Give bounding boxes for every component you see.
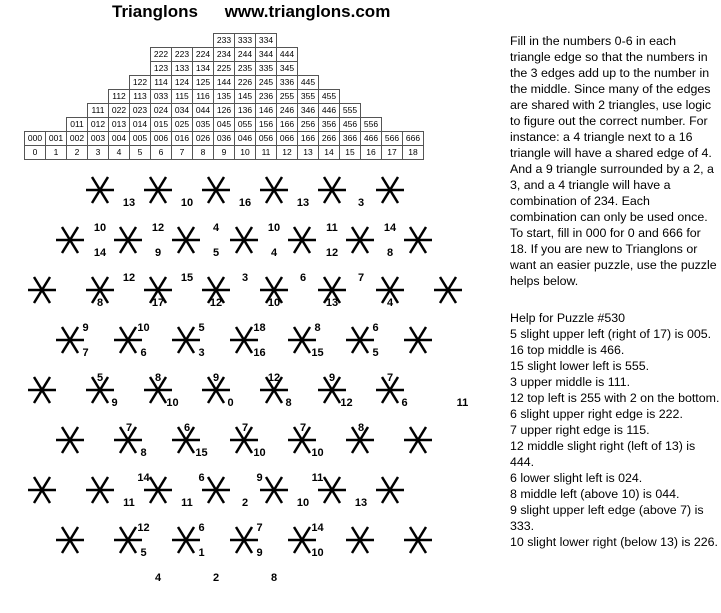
triangle-clue[interactable]: 5 xyxy=(96,372,104,384)
combo-empty xyxy=(67,48,88,62)
triangle-clue[interactable]: 10 xyxy=(180,197,194,209)
triangle-clue[interactable]: 12 xyxy=(325,247,339,259)
combo-empty xyxy=(46,48,67,62)
combo-row xyxy=(25,104,424,118)
triangle-clue[interactable]: 4 xyxy=(212,222,220,234)
help-panel xyxy=(510,310,720,550)
combo-cell: 112 xyxy=(109,90,130,104)
triangle-clue[interactable]: 9 xyxy=(212,372,220,384)
combo-empty xyxy=(403,118,424,132)
combo-cell: 126 xyxy=(214,104,235,118)
combo-cell: 455 xyxy=(319,90,340,104)
combo-empty xyxy=(277,34,298,48)
combo-cell: 014 xyxy=(130,118,151,132)
combo-cell: 2 xyxy=(67,146,88,160)
triangle-clue[interactable]: 5 xyxy=(212,247,220,259)
combo-cell: 225 xyxy=(214,62,235,76)
triangle-clue[interactable]: 2 xyxy=(241,497,249,509)
combo-cell: 224 xyxy=(193,48,214,62)
triangle-clue[interactable]: 8 xyxy=(96,297,104,309)
combo-empty xyxy=(298,34,319,48)
triangle-clue[interactable]: 12 xyxy=(122,272,136,284)
triangle-clue[interactable]: 11 xyxy=(123,497,135,509)
combo-empty xyxy=(403,90,424,104)
combo-empty xyxy=(340,48,361,62)
combo-empty xyxy=(403,48,424,62)
combo-cell: 004 xyxy=(109,132,130,146)
combo-cell: 345 xyxy=(277,62,298,76)
help-line: 3 upper middle is 111. xyxy=(510,375,631,389)
combo-cell: 555 xyxy=(340,104,361,118)
triangle-clue[interactable]: 18 xyxy=(253,322,266,334)
combo-cell: 366 xyxy=(340,132,361,146)
triangle-clue[interactable]: 14 xyxy=(311,522,324,534)
combo-cell: 033 xyxy=(151,90,172,104)
combo-cell: 136 xyxy=(235,104,256,118)
triangle-clue[interactable]: 11 xyxy=(326,222,338,234)
help-line: 10 slight lower right (below 13) is 226. xyxy=(510,535,718,549)
combo-cell: 166 xyxy=(277,118,298,132)
combo-cell: 115 xyxy=(172,90,193,104)
combo-cell: 111 xyxy=(88,104,109,118)
combo-cell: 006 xyxy=(151,132,172,146)
combo-cell: 125 xyxy=(193,76,214,90)
combo-empty xyxy=(382,118,403,132)
combo-empty xyxy=(361,34,382,48)
triangle-clue[interactable]: 7 xyxy=(299,422,307,434)
triangle-clue[interactable]: 9 xyxy=(256,547,263,559)
triangle-clue[interactable]: 8 xyxy=(285,397,292,409)
combo-cell: 11 xyxy=(256,146,277,160)
triangle-clue[interactable]: 6 xyxy=(372,322,379,334)
triangle-clue[interactable]: 8 xyxy=(140,447,147,459)
triangle-clue[interactable]: 6 xyxy=(299,272,307,284)
triangle-clue[interactable]: 4 xyxy=(154,572,162,584)
combo-cell: 344 xyxy=(256,48,277,62)
combo-empty xyxy=(403,104,424,118)
combo-empty xyxy=(340,90,361,104)
combo-empty xyxy=(46,90,67,104)
triangle-clue[interactable]: 13 xyxy=(325,297,339,309)
combo-empty xyxy=(319,34,340,48)
combo-cell: 001 xyxy=(46,132,67,146)
combo-empty xyxy=(130,34,151,48)
combo-cell: 046 xyxy=(235,132,256,146)
help-lines xyxy=(510,326,720,550)
triangle-clue[interactable]: 3 xyxy=(241,272,249,284)
triangle-clue[interactable]: 6 xyxy=(401,397,408,409)
combo-empty xyxy=(172,34,193,48)
combo-empty xyxy=(67,62,88,76)
combo-empty xyxy=(46,62,67,76)
combo-cell: 116 xyxy=(193,90,214,104)
combo-cell: 123 xyxy=(151,62,172,76)
triangle-clue[interactable]: 8 xyxy=(270,572,278,584)
triangle-clue[interactable]: 12 xyxy=(137,522,150,534)
combo-cell: 146 xyxy=(256,104,277,118)
help-line: 12 middle slight right (left of 13) is 444. xyxy=(510,439,696,469)
triangle-clue[interactable]: 10 xyxy=(267,222,281,234)
combo-cell: 002 xyxy=(67,132,88,146)
combo-cell: 034 xyxy=(172,104,193,118)
combo-empty xyxy=(88,62,109,76)
triangle-clue[interactable]: 13 xyxy=(122,197,136,209)
triangle-clue[interactable]: 10 xyxy=(253,447,266,459)
combo-row xyxy=(25,76,424,90)
combo-empty xyxy=(130,48,151,62)
combo-cell: 223 xyxy=(172,48,193,62)
triangle-clue[interactable]: 12 xyxy=(340,397,353,409)
triangle-clue[interactable]: 8 xyxy=(314,322,321,334)
triangle-clue[interactable]: 7 xyxy=(386,372,394,384)
combo-cell: 14 xyxy=(319,146,340,160)
combo-cell: 15 xyxy=(340,146,361,160)
triangle-clue[interactable]: 11 xyxy=(181,497,193,509)
combo-empty xyxy=(361,48,382,62)
triangle-clue[interactable]: 6 xyxy=(198,472,205,484)
combo-empty xyxy=(88,34,109,48)
combo-empty xyxy=(46,34,67,48)
combo-cell: 256 xyxy=(298,118,319,132)
combo-empty xyxy=(319,48,340,62)
combo-cell: 556 xyxy=(361,118,382,132)
combo-cell: 026 xyxy=(193,132,214,146)
combo-cell: 226 xyxy=(235,76,256,90)
combo-row xyxy=(25,118,424,132)
combo-cell: 011 xyxy=(67,118,88,132)
triangle-clue[interactable]: 10 xyxy=(166,397,179,409)
combo-cell: 5 xyxy=(130,146,151,160)
combo-empty xyxy=(67,34,88,48)
combo-cell: 045 xyxy=(214,118,235,132)
combo-cell: 445 xyxy=(298,76,319,90)
combo-empty xyxy=(25,76,46,90)
combo-empty xyxy=(67,90,88,104)
combo-empty xyxy=(88,90,109,104)
combo-cell: 18 xyxy=(403,146,424,160)
combo-cell: 013 xyxy=(109,118,130,132)
combo-cell: 124 xyxy=(172,76,193,90)
combo-empty xyxy=(403,62,424,76)
help-line: 12 top left is 255 with 2 on the bottom. xyxy=(510,391,720,405)
combo-empty xyxy=(151,34,172,48)
help-line: 9 slight upper left edge (above 7) is 333. xyxy=(510,503,704,533)
combo-cell: 355 xyxy=(298,90,319,104)
help-title: Help for Puzzle #530 xyxy=(510,311,626,325)
combo-empty xyxy=(361,90,382,104)
combo-empty xyxy=(298,62,319,76)
combo-cell: 016 xyxy=(172,132,193,146)
combo-cell: 122 xyxy=(130,76,151,90)
triangle-clue[interactable]: 4 xyxy=(386,297,394,309)
combo-cell: 266 xyxy=(319,132,340,146)
combo-cell: 346 xyxy=(298,104,319,118)
combo-empty xyxy=(25,90,46,104)
combo-empty xyxy=(361,76,382,90)
triangle-clue[interactable]: 7 xyxy=(357,272,365,284)
triangle-clue[interactable]: 6 xyxy=(183,422,191,434)
site-title: Trianglons xyxy=(112,2,198,21)
combo-cell: 246 xyxy=(277,104,298,118)
triangle-clue[interactable]: 9 xyxy=(256,472,263,484)
triangle-clue[interactable]: 8 xyxy=(386,247,394,259)
triangle-clue[interactable]: 7 xyxy=(256,522,263,534)
combo-cell: 13 xyxy=(298,146,319,160)
triangle-clue[interactable]: 6 xyxy=(198,522,205,534)
combo-empty xyxy=(46,118,67,132)
combo-empty xyxy=(403,76,424,90)
combo-cell: 7 xyxy=(172,146,193,160)
combo-empty xyxy=(25,104,46,118)
triangle-clue[interactable]: 0 xyxy=(227,397,234,409)
combo-empty xyxy=(361,62,382,76)
combo-empty xyxy=(382,90,403,104)
triangle-clue[interactable]: 9 xyxy=(328,372,336,384)
combo-row xyxy=(25,132,424,146)
help-line: 16 top middle is 466. xyxy=(510,343,625,357)
combo-row xyxy=(25,48,424,62)
combo-cell: 466 xyxy=(361,132,382,146)
help-line: 6 slight upper right edge is 222. xyxy=(510,407,683,421)
combo-cell: 0 xyxy=(25,146,46,160)
triangle-clue[interactable]: 14 xyxy=(137,472,150,484)
triangle-clue[interactable]: 7 xyxy=(241,422,249,434)
triangle-clue[interactable]: 11 xyxy=(456,397,469,409)
combo-cell: 000 xyxy=(25,132,46,146)
combo-cell: 236 xyxy=(256,90,277,104)
combo-cell: 666 xyxy=(403,132,424,146)
page-header xyxy=(112,2,390,22)
combo-cell: 025 xyxy=(172,118,193,132)
triangle-clue[interactable]: 12 xyxy=(209,297,223,309)
combo-cell: 005 xyxy=(130,132,151,146)
combo-empty xyxy=(25,48,46,62)
combo-cell: 456 xyxy=(340,118,361,132)
combo-cell: 1 xyxy=(46,146,67,160)
triangle-clue[interactable]: 15 xyxy=(180,272,194,284)
combo-cell: 022 xyxy=(109,104,130,118)
triangle-clue[interactable]: 15 xyxy=(195,447,208,459)
combo-empty xyxy=(46,76,67,90)
combo-empty xyxy=(340,76,361,90)
combo-empty xyxy=(109,34,130,48)
combo-cell: 356 xyxy=(319,118,340,132)
triangle-clue[interactable]: 16 xyxy=(253,347,266,359)
combo-cell: 015 xyxy=(151,118,172,132)
combo-cell: 16 xyxy=(361,146,382,160)
combo-empty xyxy=(193,34,214,48)
triangle-clue[interactable]: 17 xyxy=(151,297,165,309)
combo-row xyxy=(25,62,424,76)
combo-cell: 10 xyxy=(235,146,256,160)
combo-cell: 3 xyxy=(88,146,109,160)
combo-cell: 8 xyxy=(193,146,214,160)
triangle-clue[interactable]: 8 xyxy=(357,422,365,434)
combo-empty xyxy=(340,62,361,76)
combo-cell: 336 xyxy=(277,76,298,90)
combo-empty xyxy=(382,34,403,48)
combo-cell: 114 xyxy=(151,76,172,90)
combo-cell: 17 xyxy=(382,146,403,160)
combo-empty xyxy=(109,76,130,90)
triangle-clue[interactable]: 13 xyxy=(354,497,368,509)
combo-cell: 023 xyxy=(130,104,151,118)
combo-cell: 235 xyxy=(235,62,256,76)
combo-cell: 144 xyxy=(214,76,235,90)
help-line: 5 slight upper left (right of 17) is 005. xyxy=(510,327,712,341)
combo-empty xyxy=(88,48,109,62)
combo-cell: 245 xyxy=(256,76,277,90)
combo-cell: 035 xyxy=(193,118,214,132)
combo-cell: 133 xyxy=(172,62,193,76)
combo-cell: 234 xyxy=(214,48,235,62)
combo-cell: 333 xyxy=(235,34,256,48)
combo-empty xyxy=(382,104,403,118)
combo-cell: 166 xyxy=(298,132,319,146)
combo-cell: 12 xyxy=(277,146,298,160)
combo-cell: 446 xyxy=(319,104,340,118)
combo-cell: 4 xyxy=(109,146,130,160)
combo-cell: 036 xyxy=(214,132,235,146)
combo-empty xyxy=(109,62,130,76)
triangle-clue[interactable]: 14 xyxy=(383,222,397,234)
combo-empty xyxy=(25,34,46,48)
combo-cell: 255 xyxy=(277,90,298,104)
combo-empty xyxy=(298,48,319,62)
combo-empty xyxy=(319,76,340,90)
combo-cell: 9 xyxy=(214,146,235,160)
combo-empty xyxy=(25,62,46,76)
combination-table xyxy=(24,33,424,160)
combo-row xyxy=(25,146,424,160)
instructions-text: Fill in the numbers 0-6 in each triangle edge so that the numbers in the 3 edges add up to the number in the middle. Since many of the edges are shared with 2 triangles, use logic to figure out the correct number. For instance: a 4 triangle next to a 16 triangle will have a shared edge of 4. And a 9 triangle surrounded by a 2, a 3, and a 4 triangle will have a combination of 234. Each combination can only be used once. To start, fill in 000 for 0 and 666 for 18. If you are new to Trianglons or want an easier puzzle, use the puzzle helps below. xyxy=(510,34,717,288)
combo-row xyxy=(25,34,424,48)
triangle-clue[interactable]: 14 xyxy=(93,247,107,259)
triangle-clue[interactable]: 13 xyxy=(296,197,310,209)
combo-empty xyxy=(46,104,67,118)
triangle-clue[interactable]: 12 xyxy=(267,372,281,384)
triangle-clue[interactable]: 16 xyxy=(238,197,252,209)
combo-empty xyxy=(109,48,130,62)
triangle-clue[interactable]: 10 xyxy=(137,322,150,334)
combo-cell: 134 xyxy=(193,62,214,76)
combo-cell: 024 xyxy=(151,104,172,118)
help-line: 15 slight lower left is 555. xyxy=(510,359,650,373)
triangle-clue[interactable]: 10 xyxy=(93,222,107,234)
combo-empty xyxy=(88,76,109,90)
combo-cell: 055 xyxy=(235,118,256,132)
combo-cell: 056 xyxy=(256,132,277,146)
triangle-clue[interactable]: 10 xyxy=(311,447,324,459)
combo-empty xyxy=(130,62,151,76)
combo-cell: 335 xyxy=(256,62,277,76)
combo-empty xyxy=(382,76,403,90)
combo-cell: 003 xyxy=(88,132,109,146)
triangle-clue[interactable]: 7 xyxy=(82,347,89,359)
combo-empty xyxy=(382,48,403,62)
combo-row xyxy=(25,90,424,104)
triangle-clue[interactable]: 5 xyxy=(140,547,147,559)
triangle-clue[interactable]: 15 xyxy=(311,347,324,359)
triangle-clue[interactable]: 8 xyxy=(154,372,162,384)
help-line: 8 middle left (above 10) is 044. xyxy=(510,487,680,501)
combo-empty xyxy=(25,118,46,132)
help-line: 7 upper right edge is 115. xyxy=(510,423,650,437)
triangle-clue[interactable]: 9 xyxy=(154,247,162,259)
combo-cell: 156 xyxy=(256,118,277,132)
combo-cell: 066 xyxy=(277,132,298,146)
combo-cell: 566 xyxy=(382,132,403,146)
triangle-clue[interactable]: 6 xyxy=(140,347,147,359)
combo-cell: 145 xyxy=(235,90,256,104)
triangle-clue[interactable]: 12 xyxy=(151,222,165,234)
site-url[interactable]: www.trianglons.com xyxy=(224,2,391,21)
combo-empty xyxy=(382,62,403,76)
combo-empty xyxy=(361,104,382,118)
combo-cell: 233 xyxy=(214,34,235,48)
triangle-clue[interactable]: 10 xyxy=(296,497,310,509)
triangle-clue[interactable]: 9 xyxy=(82,322,89,334)
combo-empty xyxy=(67,104,88,118)
triangle-clue[interactable]: 2 xyxy=(212,572,220,584)
combo-cell: 6 xyxy=(151,146,172,160)
triangle-clue[interactable]: 3 xyxy=(198,347,205,359)
combo-empty xyxy=(319,62,340,76)
triangle-clue[interactable]: 7 xyxy=(125,422,133,434)
combo-empty xyxy=(340,34,361,48)
combo-cell: 113 xyxy=(130,90,151,104)
triangle-clue[interactable]: 5 xyxy=(372,347,379,359)
combo-empty xyxy=(403,34,424,48)
combo-cell: 012 xyxy=(88,118,109,132)
triangle-clue[interactable]: 10 xyxy=(311,547,324,559)
combo-cell: 244 xyxy=(235,48,256,62)
combo-empty xyxy=(67,76,88,90)
triangle-clue[interactable]: 11 xyxy=(311,472,324,484)
puzzle-board xyxy=(0,172,490,592)
combo-cell: 334 xyxy=(256,34,277,48)
combo-cell: 135 xyxy=(214,90,235,104)
triangle-clue[interactable]: 10 xyxy=(267,297,281,309)
combo-cell: 222 xyxy=(151,48,172,62)
triangle-clue[interactable]: 9 xyxy=(111,397,118,409)
triangle-clue[interactable]: 4 xyxy=(270,247,278,259)
help-line: 6 lower slight left is 024. xyxy=(510,471,643,485)
combo-cell: 444 xyxy=(277,48,298,62)
combo-cell: 044 xyxy=(193,104,214,118)
triangle-clue[interactable]: 5 xyxy=(198,322,205,334)
triangle-clue[interactable]: 1 xyxy=(198,547,205,559)
triangle-clue[interactable]: 3 xyxy=(357,197,365,209)
